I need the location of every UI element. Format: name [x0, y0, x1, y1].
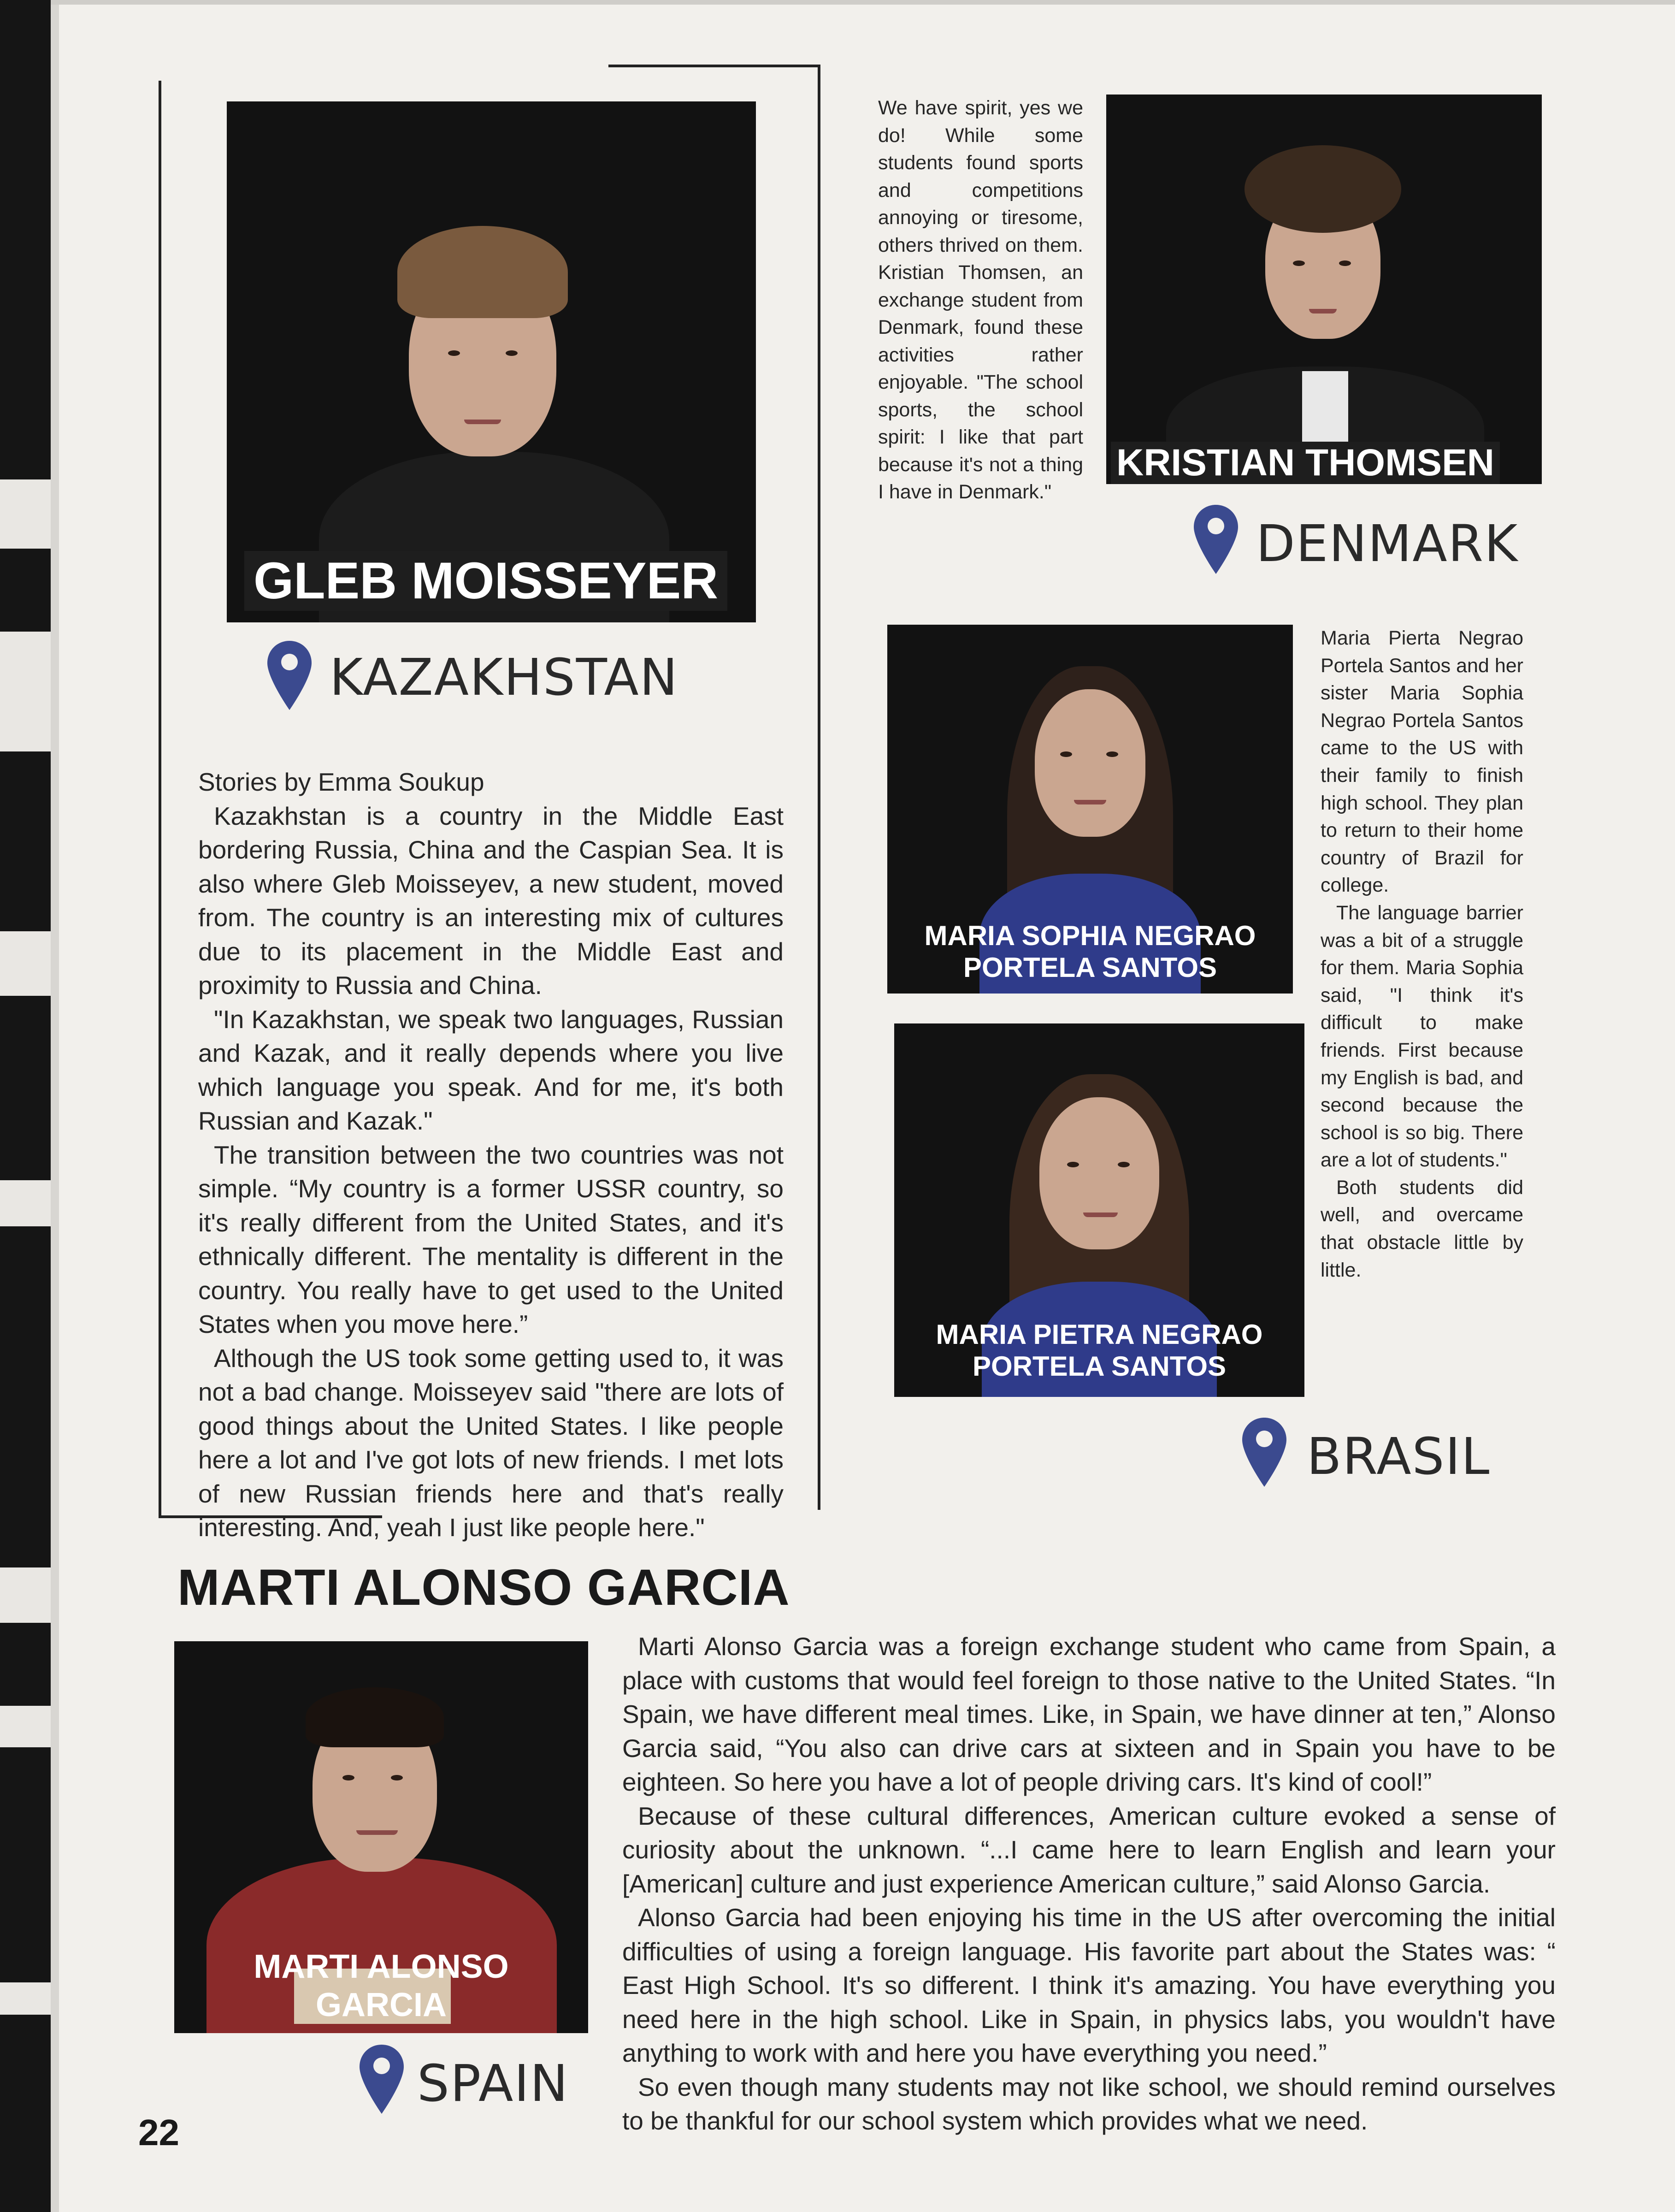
byline: Stories by Emma Soukup: [198, 768, 484, 796]
brasil-article: [1321, 625, 1523, 1284]
frame-top-line: [608, 65, 820, 67]
marti-article: [622, 1630, 1556, 2138]
marti-photo-name-line2: GARCIA: [316, 1986, 447, 2023]
gleb-paragraph: "In Kazakhstan, we speak two languages, Russian and Kazak, and it really depends where you live which language you speak. And for me, it's both Russian and Kazak.": [198, 1005, 784, 1135]
pietra-name-line1: MARIA PIETRA NEGRAO: [936, 1319, 1263, 1350]
kristian-article: [878, 95, 1083, 506]
sophia-name-line1: MARIA SOPHIA NEGRAO: [924, 920, 1256, 951]
sophia-name-line2: PORTELA SANTOS: [963, 952, 1217, 983]
marti-country: SPAIN: [417, 2054, 569, 2113]
kristian-paragraph: We have spirit, yes we do! While some students found sports and competitions annoying or tiresome, others thrived on them. Kristian Thomsen, an exchange student from Denmark, found these activities rather enjoyable. "The school sports, the school spirit: I like that part because it's not a thing I have in Denmark.": [878, 97, 1083, 503]
marti-paragraph: Because of these cultural differences, American culture evoked a sense of curiosity about the unknown. “...I came here to learn English and learn your [American] culture and just experience American culture,” said Alonso Garcia.: [622, 1801, 1556, 1898]
frame-left-line: [159, 81, 161, 1518]
marti-paragraph: Marti Alonso Garcia was a foreign exchange student who came from Spain, a place with customs that would feel foreign to those native to the United States. “In Spain, we have different meal times. Like, in Spain, we have dinner at ten,” Alonso Garcia said, “You also can drive cars at sixteen and in Spain you have to be eighteen. So here you have a lot of people driving cars. It's kind of cool!”: [622, 1632, 1556, 1796]
map-pin-icon: [1194, 505, 1238, 574]
page-number: 22: [138, 2112, 179, 2153]
marti-title: MARTI ALONSO GARCIA: [177, 1559, 790, 1616]
pietra-name: [894, 1319, 1304, 1382]
book-spine: [0, 0, 51, 2212]
map-pin-icon: [360, 2045, 404, 2114]
gleb-paragraph: Kazakhstan is a country in the Middle East bordering Russia, China and the Caspian Sea. It is also where Gleb Moisseyev, a new student, moved from. The country is an interesting mix of cultures due to its placement in the Middle East and proximity to Russia and China.: [198, 801, 784, 1000]
brasil-paragraph: Maria Pierta Negrao Portela Santos and her sister Maria Sophia Negrao Portela Santos came to the US with their family to finish high school. They plan to return to their home country of Brazil for college.: [1321, 627, 1523, 897]
brasil-country: BRASIL: [1307, 1427, 1491, 1486]
marti-paragraph: Alonso Garcia had been enjoying his time in the US after overcoming the initial difficulties of using a foreign language. His favorite part about the States was: “ East High School. It's so different. I think it's amazing. You have everything you need here in the high school. Like in Spain, in physics labs, you wouldn't have anything to work with and here you have everything you need.”: [622, 1903, 1556, 2067]
gleb-country: KAZAKHSTAN: [330, 648, 678, 707]
page-top-edge: [51, 0, 1675, 5]
pietra-name-line2: PORTELA SANTOS: [972, 1351, 1227, 1382]
brasil-paragraph: The language barrier was a bit of a struggle for them. Maria Sophia said, "I think it's difficult to make friends. First because my English is bad, and second because the school is so big. There are a lot of students.": [1321, 901, 1523, 1171]
kristian-country: DENMARK: [1256, 514, 1519, 573]
frame-right-line: [818, 65, 820, 1510]
page-edge: [51, 0, 59, 2212]
gleb-article: [198, 765, 784, 1545]
kristian-photo: [1106, 95, 1542, 484]
brasil-paragraph: Both students did well, and overcame that obstacle little by little.: [1321, 1176, 1523, 1281]
marti-paragraph: So even though many students may not like school, we should remind ourselves to be thankful for our school system which provides what we need.: [622, 2072, 1556, 2135]
marti-photo-name: [174, 1948, 588, 2024]
map-pin-icon: [1242, 1418, 1286, 1487]
kristian-name: KRISTIAN THOMSEN: [1111, 442, 1500, 484]
marti-photo-name-line1: MARTI ALONSO: [254, 1948, 509, 1985]
gleb-name: GLEB MOISSEYER: [244, 551, 727, 611]
sophia-name: [887, 920, 1293, 983]
map-pin-icon: [267, 641, 312, 710]
gleb-paragraph: Although the US took some getting used to, it was not a bad change. Moisseyev said "there are lots of good things about the United States. I like people here a lot and I've got lots of new friends. I met lots of new Russian friends here and that's really interesting. And, yeah I just like people here.": [198, 1343, 784, 1542]
gleb-photo: [227, 101, 756, 622]
gleb-paragraph: The transition between the two countries was not simple. “My country is a former USSR country, so it's really different from the United States, and it's ethnically different. The mentality is different in the country. You really have to get used to the United States when you move here.”: [198, 1140, 784, 1338]
